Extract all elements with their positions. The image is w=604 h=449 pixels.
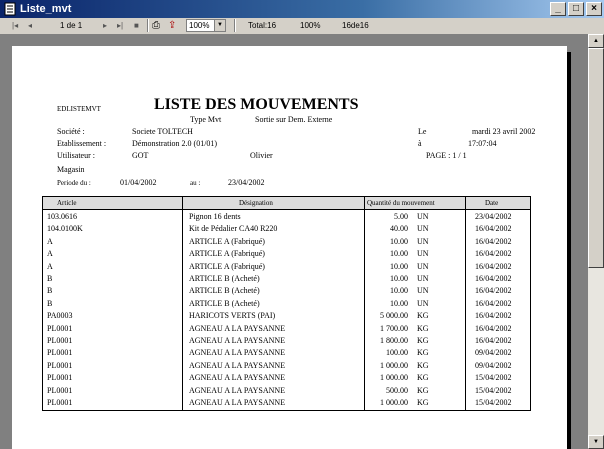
- zoom-value: 100%: [189, 21, 210, 30]
- cell-designation: ARTICLE B (Acheté): [189, 298, 260, 308]
- periode-label: Periode du :: [57, 179, 91, 187]
- last-page-icon[interactable]: ▸|: [117, 21, 124, 30]
- table-row: [43, 285, 530, 298]
- report-page: [12, 46, 567, 449]
- cell-quantity: 1 000.00: [380, 398, 408, 407]
- header-quantite: Quantité du mouvement: [367, 199, 435, 207]
- cell-date: 16/04/2002: [475, 298, 512, 308]
- cell-date: 16/04/2002: [475, 236, 512, 246]
- cell-quantity: 10.00: [390, 274, 408, 283]
- table-row: [43, 372, 530, 385]
- table-row: [43, 273, 530, 286]
- cell-designation: ARTICLE B (Acheté): [189, 274, 260, 283]
- table-row: [43, 397, 530, 410]
- cell-designation: Kit de Pédalier CA40 R220: [189, 224, 278, 234]
- cell-unit: UN: [417, 249, 429, 259]
- cell-article: A: [47, 249, 53, 259]
- cell-unit: UN: [417, 224, 429, 234]
- cell-date: 23/04/2002: [475, 212, 512, 221]
- window-title: Liste_mvt: [20, 3, 72, 15]
- cell-date: 16/04/2002: [475, 323, 512, 333]
- etablissement-value: Démonstration 2.0 (01/01): [132, 139, 218, 148]
- cell-quantity: 1 700.00: [380, 323, 408, 333]
- cell-article: 104.0100K: [47, 224, 83, 234]
- vertical-scrollbar[interactable]: [588, 34, 604, 449]
- cell-designation: AGNEAU A LA PAYSANNE: [189, 373, 286, 383]
- cell-date: 16/04/2002: [475, 249, 512, 259]
- cell-unit: UN: [417, 286, 429, 296]
- table-row: [43, 261, 530, 274]
- table-row: [43, 310, 530, 323]
- cell-designation: AGNEAU A LA PAYSANNE: [189, 398, 286, 407]
- user-name: Olivier: [250, 151, 273, 160]
- user-value: GOT: [132, 151, 149, 160]
- cell-quantity: 5.00: [394, 212, 408, 221]
- maximize-button[interactable]: □: [568, 2, 584, 16]
- cell-designation: ARTICLE B (Acheté): [189, 286, 260, 296]
- cell-article: PL0001: [47, 385, 73, 395]
- minimize-button[interactable]: _: [550, 2, 566, 16]
- page-number: PAGE : 1 / 1: [426, 151, 467, 160]
- table-row: [43, 211, 530, 224]
- cell-article: B: [47, 286, 53, 296]
- cell-quantity: 40.00: [390, 224, 408, 234]
- cell-date: 15/04/2002: [475, 385, 512, 395]
- cell-article: PA0003: [47, 311, 73, 321]
- cell-date: 15/04/2002: [475, 373, 512, 383]
- header-date: Date: [485, 199, 499, 207]
- chevron-down-icon[interactable]: ▼: [214, 20, 225, 31]
- total-status: Total:16: [248, 21, 277, 30]
- magasin-label: Magasin: [57, 165, 85, 174]
- cell-designation: ARTICLE A (Fabriqué): [189, 261, 265, 271]
- cell-unit: KG: [417, 311, 429, 321]
- cell-date: 16/04/2002: [475, 336, 512, 345]
- cell-quantity: 10.00: [390, 236, 408, 246]
- cell-article: A: [47, 261, 53, 271]
- periode-from: 01/04/2002: [120, 178, 157, 187]
- close-button[interactable]: ×: [586, 2, 602, 16]
- date-label: Le: [418, 127, 427, 136]
- cell-designation: AGNEAU A LA PAYSANNE: [189, 385, 286, 395]
- cell-date: 15/04/2002: [475, 398, 512, 407]
- report-code: EDLISTEMVT: [57, 105, 101, 113]
- movements-table: [42, 196, 531, 411]
- cell-article: PL0001: [47, 336, 73, 345]
- export-icon[interactable]: ⇪: [168, 20, 177, 31]
- cell-designation: Pignon 16 dents: [189, 212, 241, 221]
- cell-unit: KG: [417, 360, 429, 370]
- toolbar-separator: [147, 19, 149, 32]
- percent-status: 100%: [300, 21, 321, 30]
- table-row: [43, 236, 530, 249]
- cell-unit: KG: [417, 373, 429, 383]
- zoom-select[interactable]: [186, 19, 226, 32]
- report-toolbar: [0, 18, 604, 34]
- scroll-down-icon[interactable]: ▼: [588, 435, 604, 449]
- first-page-icon[interactable]: |◂: [12, 21, 19, 30]
- next-page-icon[interactable]: ▸: [103, 21, 108, 30]
- cell-quantity: 10.00: [390, 286, 408, 296]
- page-shadow: [567, 52, 571, 449]
- toolbar-separator: [234, 19, 236, 32]
- cell-unit: KG: [417, 398, 429, 407]
- periode-au-label: au :: [190, 179, 201, 187]
- cell-date: 16/04/2002: [475, 311, 512, 321]
- cell-article: B: [47, 298, 53, 308]
- cell-date: 16/04/2002: [475, 274, 512, 283]
- report-viewport: [0, 34, 588, 449]
- cell-unit: UN: [417, 212, 429, 221]
- cell-unit: KG: [417, 348, 429, 358]
- date-value: mardi 23 avril 2002: [472, 127, 536, 136]
- cell-quantity: 10.00: [390, 249, 408, 259]
- header-designation: Désignation: [239, 199, 273, 207]
- report-title: LISTE DES MOUVEMENTS: [154, 96, 359, 113]
- type-mvt-label: Type Mvt: [190, 115, 222, 124]
- cell-designation: HARICOTS VERTS (PAI): [189, 311, 276, 321]
- cell-quantity: 1 000.00: [380, 373, 408, 383]
- cell-article: B: [47, 274, 53, 283]
- cell-article: A: [47, 236, 53, 246]
- stop-icon[interactable]: ■: [134, 21, 139, 30]
- cell-designation: AGNEAU A LA PAYSANNE: [189, 323, 286, 333]
- time-label: à: [418, 139, 422, 148]
- societe-value: Societe TOLTECH: [132, 127, 193, 136]
- table-row: [43, 223, 530, 236]
- cell-article: PL0001: [47, 323, 73, 333]
- cell-designation: AGNEAU A LA PAYSANNE: [189, 336, 286, 345]
- table-row: [43, 298, 530, 311]
- header-article: Article: [57, 199, 77, 207]
- cell-quantity: 100.00: [386, 348, 408, 358]
- table-header: [43, 197, 530, 210]
- cell-article: 103.0616: [47, 212, 77, 221]
- user-label: Utilisateur :: [57, 151, 95, 160]
- table-row: [43, 347, 530, 360]
- cell-quantity: 10.00: [390, 298, 408, 308]
- cell-article: PL0001: [47, 348, 73, 358]
- cell-designation: AGNEAU A LA PAYSANNE: [189, 360, 286, 370]
- scroll-up-icon[interactable]: ▲: [588, 34, 604, 48]
- etablissement-label: Etablissement :: [57, 139, 107, 148]
- scroll-thumb[interactable]: [588, 48, 604, 268]
- cell-unit: KG: [417, 385, 429, 395]
- cell-quantity: 1 000.00: [380, 360, 408, 370]
- prev-page-icon[interactable]: ◂: [28, 21, 33, 30]
- sort-label: Sortie sur Dem. Externe: [255, 115, 333, 124]
- table-row: [43, 248, 530, 261]
- count-status: 16de16: [342, 21, 369, 30]
- table-row: [43, 385, 530, 398]
- cell-unit: UN: [417, 261, 429, 271]
- cell-date: 09/04/2002: [475, 360, 512, 370]
- periode-to: 23/04/2002: [228, 178, 265, 187]
- table-row: [43, 323, 530, 336]
- cell-designation: AGNEAU A LA PAYSANNE: [189, 348, 286, 358]
- cell-date: 16/04/2002: [475, 224, 512, 234]
- time-value: 17:07:04: [468, 139, 497, 148]
- cell-quantity: 5 000.00: [380, 311, 408, 321]
- cell-article: PL0001: [47, 373, 73, 383]
- cell-unit: KG: [417, 323, 429, 333]
- cell-quantity: 500.00: [386, 385, 408, 395]
- cell-unit: UN: [417, 298, 429, 308]
- cell-date: 09/04/2002: [475, 348, 512, 358]
- page-indicator: 1 de 1: [60, 21, 83, 30]
- cell-date: 16/04/2002: [475, 286, 512, 296]
- societe-label: Société :: [57, 127, 85, 136]
- cell-article: PL0001: [47, 398, 73, 407]
- cell-unit: UN: [417, 236, 429, 246]
- cell-designation: ARTICLE A (Fabriqué): [189, 236, 265, 246]
- table-row: [43, 360, 530, 373]
- cell-quantity: 10.00: [390, 261, 408, 271]
- cell-quantity: 1 800.00: [380, 336, 408, 345]
- window-titlebar: [0, 0, 604, 18]
- cell-unit: UN: [417, 274, 429, 283]
- table-row: [43, 335, 530, 348]
- print-icon[interactable]: ⎙: [152, 20, 160, 31]
- cell-designation: ARTICLE A (Fabriqué): [189, 249, 265, 259]
- report-app-icon: [3, 2, 17, 16]
- cell-unit: KG: [417, 336, 429, 345]
- cell-article: PL0001: [47, 360, 73, 370]
- cell-date: 16/04/2002: [475, 261, 512, 271]
